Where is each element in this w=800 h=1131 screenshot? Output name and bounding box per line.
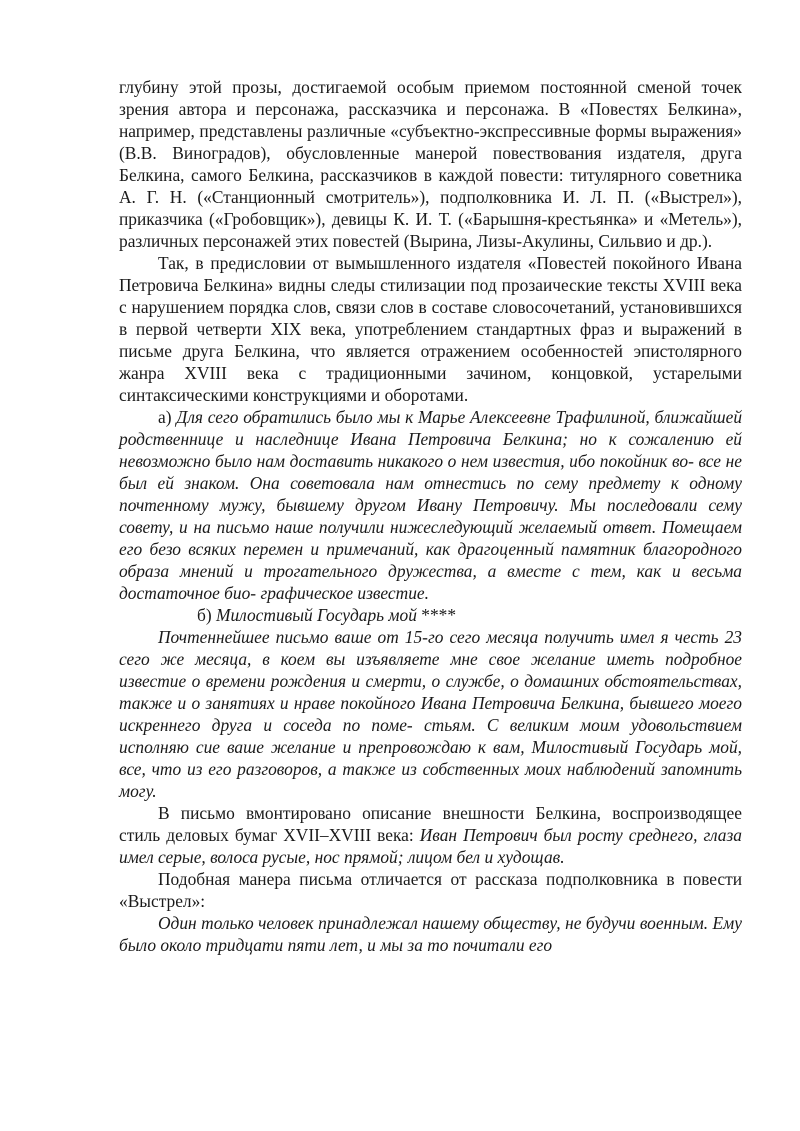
quote-a-text: Для сего обратились было мы к Марье Алексеевне Трафилиной, ближайшей родственнице и наследнице Ивана Петровича Белкина; но к сожалению ей невозможно было нам доставить никакого о нем известия, ибо покойник во- все не был ей знаком. Она советовала нам отнестись по сему предмету к одному почтенному мужу, бывшему другом Ивану Петровичу. Мы последовали сему совету, и на письмо наше получили нижеследующий желаемый ответ. Помещаем его безо всяких перемен и примечаний, как драгоценный памятник благородного образа мнений и трогательного дружества, а вместе с тем, как и весьма достаточное био- графическое известие.: [119, 407, 743, 603]
quote-b-marker: б): [197, 605, 216, 625]
paragraph-7: Подобная манера письма отличается от рассказа подполковника в повести «Выстрел»:: [119, 869, 742, 911]
paragraph-3-quote-a: [119, 406, 742, 604]
paragraph-4-quote-b: [119, 604, 742, 626]
paragraph-6-quote: Иван Петрович был росту среднего, глаза имел серые, волоса русые, нос прямой; лицом бел и худощав.: [119, 825, 742, 867]
document-page: [119, 76, 742, 956]
quote-a-marker: а): [158, 407, 177, 427]
quote-b-suffix: ****: [416, 605, 457, 625]
paragraph-2: Так, в предисловии от вымышленного издателя «Повестей покойного Ивана Петровича Белкина» видны следы стилизации под прозаические тексты XVIII века с нарушением порядка слов, связи слов в составе словосочетаний, установившихся в первой четверти XIX века, употреблением стандартных фраз и выражений в письме друга Белкина, что является отражением особенностей эпистолярного жанра XVIII века с традиционными зачином, концовкой, устарелыми синтаксическими конструкциями и оборотами.: [119, 253, 742, 405]
quote-b-salutation: Милостивый Государь мой: [216, 605, 417, 625]
paragraph-5-letter: Почтеннейшее письмо ваше от 15-го сего месяца получить имел я честь 23 сего же месяца, в коем вы изъявляете мне свое желание иметь подробное известие о времени рождения и смерти, о службе, о домашних обстоятельствах, также и о занятиях и нраве покойного Ивана Петровича Белкина, бывшего моего искреннего друга и соседа по поме- стьям. С великим моим удовольствием исполняю сие ваше желание и препровождаю к вам, Милостивый Государь мой, все, что из его разговоров, а также из собственных моих наблюдений запомнить могу.: [119, 627, 742, 801]
paragraph-1: глубину этой прозы, достигаемой особым приемом постоянной сменой точек зрения автора и персонажа, рассказчика и персонажа. В «Повестях Белкина», например, представлены различные «субъектно-экспрессивные формы выражения» (В.В. Виноградов), обусловленные манерой повествования издателя, друга Белкина, самого Белкина, рассказчиков в каждой повести: титулярного советника А. Г. Н. («Станционный смотритель»), подполковника И. Л. П. («Выстрел»), приказчика («Гробовщик»), девицы К. И. Т. («Барышня-крестьянка» и «Метель»), различных персонажей этих повестей (Вырина, Лизы-Акулины, Сильвио и др.).: [119, 77, 742, 251]
paragraph-6-lead: В письмо вмонтировано описание внешности Белкина, воспроизводящее стиль деловых бумаг XVII–XVIII века:: [119, 803, 742, 845]
paragraph-8-quote: Один только человек принадлежал нашему обществу, не будучи военным. Ему было около тридцати пяти лет, и мы за то почитали его: [119, 913, 742, 955]
paragraph-6: [119, 802, 742, 868]
